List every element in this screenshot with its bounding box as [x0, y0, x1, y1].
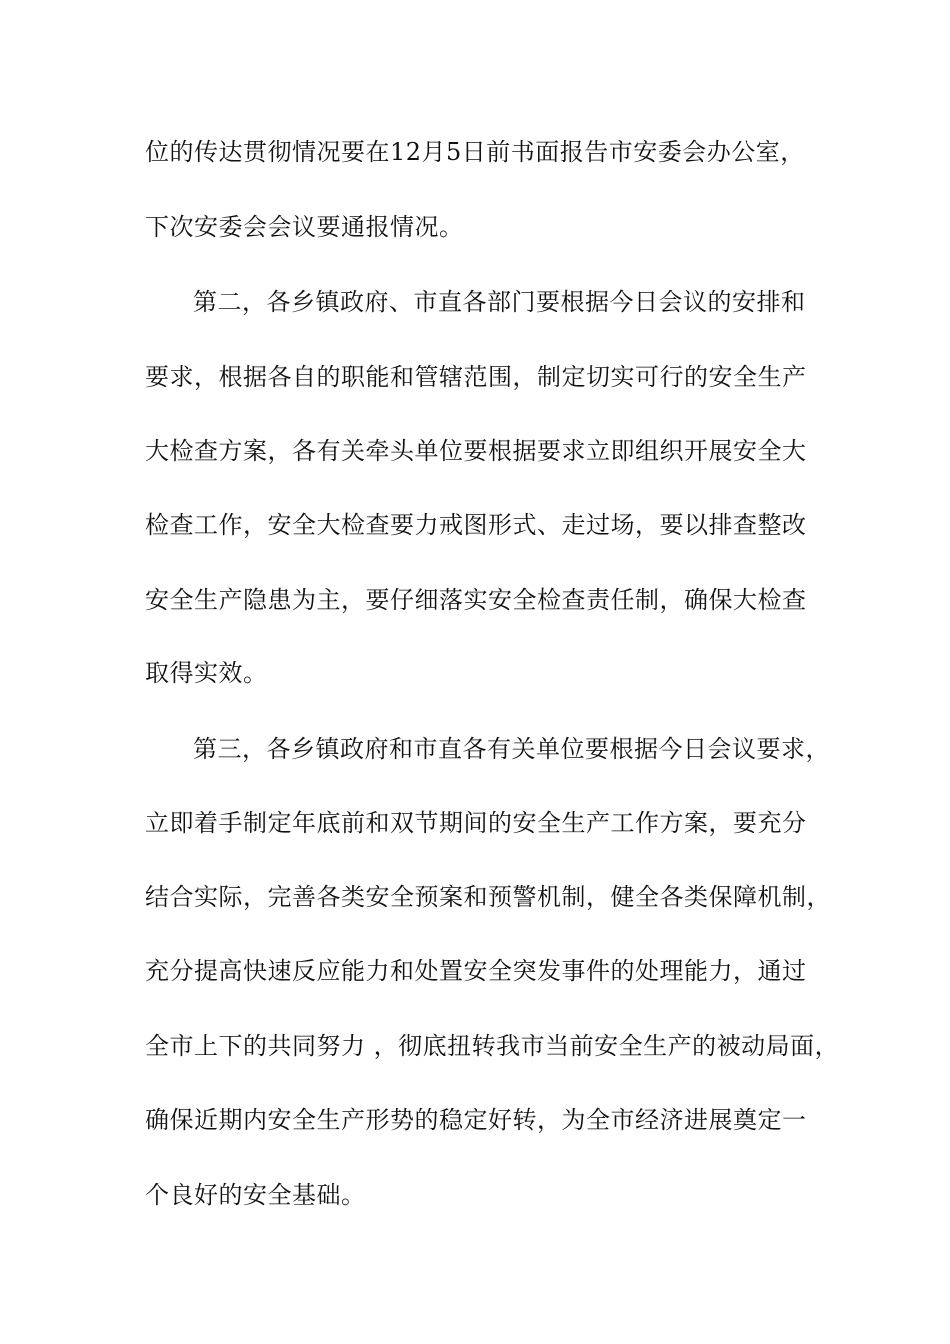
text-line: 安全生产隐患为主，要仔细落实安全检查责任制，确保大检查: [145, 586, 807, 614]
text-line: 全市上下的共同努力 ，彻底扭转我市当前安全生产的被动局面，: [145, 1032, 840, 1060]
text-line: 个良好的安全基础。: [145, 1181, 366, 1209]
text-line: 位的传达贯彻情况要在12月5日前书面报告市安委会办公室，: [145, 138, 805, 166]
text-line: 大检查方案，各有关牵头单位要根据要求立即组织开展安全大: [145, 437, 807, 465]
text-line: 下次安委会会议要通报情况。: [145, 213, 464, 241]
text-line: 充分提高快速反应能力和处置安全突发事件的处理能力，通过: [145, 957, 807, 985]
text-line: 要求，根据各自的职能和管辖范围，制定切实可行的安全生产: [145, 363, 807, 391]
text-line: 取得实效。: [145, 659, 268, 687]
text-line: 立即着手制定年底前和双节期间的安全生产工作方案，要充分: [145, 809, 807, 837]
paragraph-start-line: 第二，各乡镇政府、市直各部门要根据今日会议的安排和: [193, 288, 806, 316]
paragraph-start-line: 第三，各乡镇政府和市直各有关单位要根据今日会议要求，: [193, 735, 830, 763]
text-line: 结合实际，完善各类安全预案和预警机制，健全各类保障机制，: [145, 883, 831, 911]
text-line: 检查工作，安全大检查要力戒图形式、走过场，要以排查整改: [145, 511, 807, 539]
text-line: 确保近期内安全生产形势的稳定好转，为全市经济进展奠定一: [145, 1106, 807, 1134]
